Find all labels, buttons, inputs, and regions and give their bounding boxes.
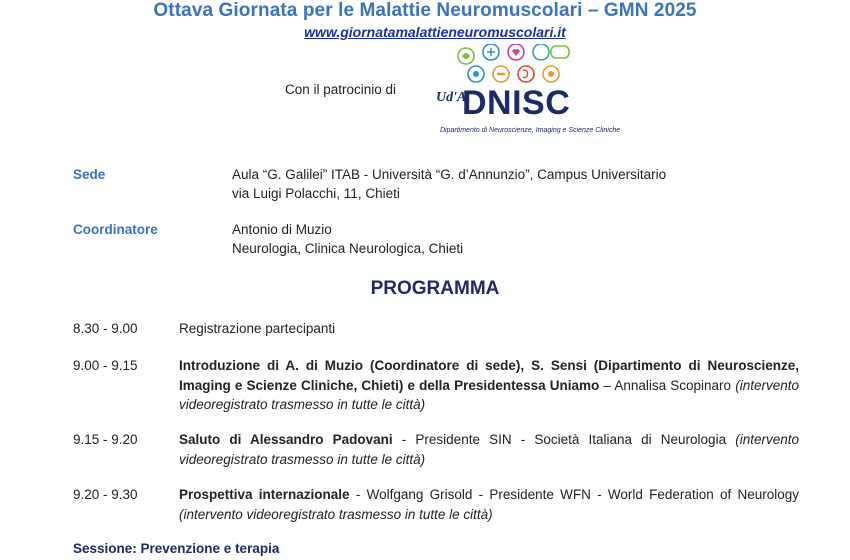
program-time: 9.20 - 9.30	[73, 487, 138, 502]
program-time: 9.15 - 9.20	[73, 432, 138, 447]
coordinator-affiliation: Neurologia, Clinica Neurologica, Chieti	[232, 241, 464, 256]
program-item	[179, 319, 799, 339]
program-item-text: - Wolfgang Grisold - Presidente WFN - World Federation of Neurology	[349, 487, 800, 502]
ear-icon	[518, 66, 534, 82]
mri-icon	[533, 44, 549, 60]
department-name: Dipartimento di Neuroscienze, Imaging e Scienze Cliniche	[440, 127, 621, 134]
coordinator-label: Coordinatore	[73, 222, 158, 237]
session-heading: Sessione: Prevenzione e terapia	[73, 541, 280, 556]
venue-label: Sede	[73, 167, 106, 182]
program-heading: PROGRAMMA	[370, 278, 500, 299]
dnisc-logo-text: DNISC	[462, 84, 571, 122]
uda-logo-text: Ud'A	[436, 90, 467, 105]
program-item-note: (intervento videoregistrato trasmesso in tutte le città)	[179, 432, 799, 467]
program-item-text: - Presidente SIN - Società Italiana di Neurologia	[392, 432, 736, 447]
program-item-title: Introduzione di A. di Muzio (Coordinatore di sede), S. Sensi (Dipartimento di Neuroscienze, Imaging e Scienze Cliniche, Chieti) e della Presidentessa Uniamo	[179, 358, 799, 393]
program-time: 9.00 - 9.15	[73, 358, 138, 373]
event-website-link[interactable]: www.giornatamalattieneuromuscolari.it	[304, 24, 566, 40]
dnisc-logo	[436, 40, 621, 138]
program-item-note: (intervento videoregistrato trasmesso in tutte le città)	[179, 506, 493, 522]
program-time: 8.30 - 9.00	[73, 321, 138, 336]
dna-icon	[551, 46, 569, 58]
program-item	[179, 356, 799, 415]
dnisc-icon-circles	[446, 44, 581, 84]
program-item	[179, 485, 799, 524]
venue-line-1: Aula “G. Galilei” ITAB - Università “G. d’Annunzio”, Campus Universitario	[232, 167, 667, 182]
venue-line-2: via Luigi Polacchi, 11, Chieti	[232, 186, 400, 201]
coordinator-name: Antonio di Muzio	[232, 222, 332, 237]
program-item-title: Prospettiva internazionale	[179, 487, 350, 502]
patronage-label: Con il patrocinio di	[285, 82, 397, 97]
event-title: Ottava Giornata per le Malattie Neuromuscolari – GMN 2025	[153, 0, 697, 21]
program-item-text: Registrazione partecipanti	[179, 321, 336, 336]
program-item-title: Saluto di Alessandro Padovani	[179, 432, 393, 447]
program-item-text: – Annalisa Scopinaro	[599, 377, 736, 393]
program-item	[179, 430, 799, 469]
program-item-note: (intervento videoregistrato trasmesso in tutte le città)	[179, 377, 799, 412]
